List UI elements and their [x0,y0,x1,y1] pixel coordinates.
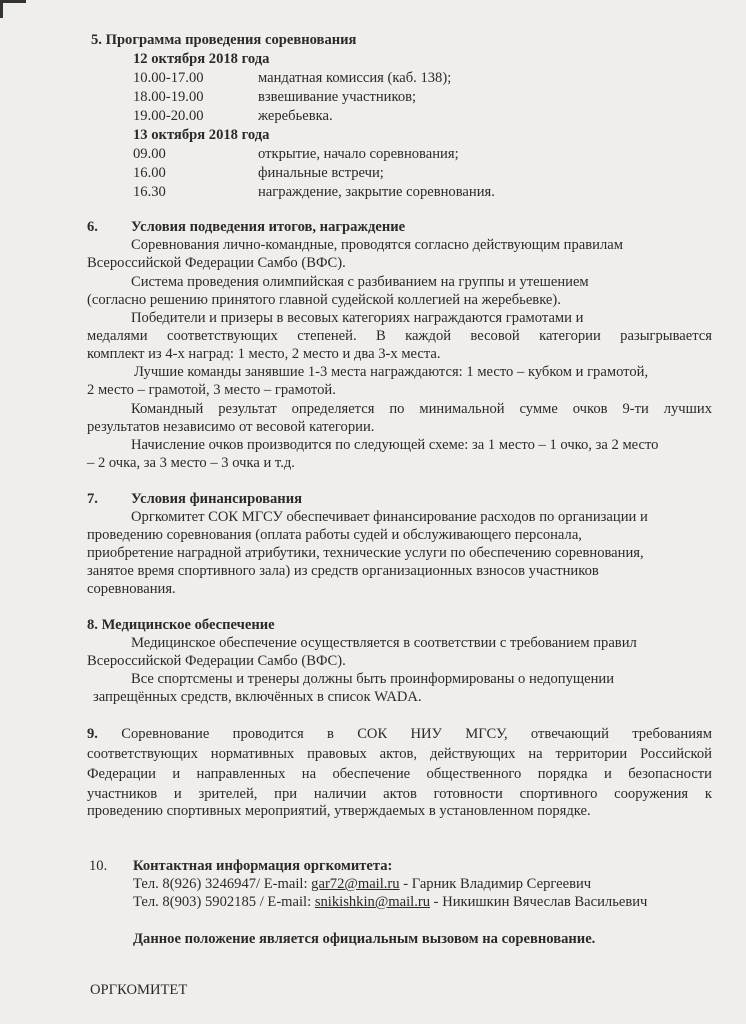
paragraph-line: проведению соревнования (оплата работы судей и обслуживающего персонала, [87,527,582,543]
section-10-title: Контактная информация оргкомитета: [133,858,393,874]
schedule-time: 16.30 [133,184,166,200]
scan-edge [0,0,3,18]
schedule-row [133,106,583,126]
day-2-heading: 13 октября 2018 года [133,127,270,143]
schedule-row [133,87,583,107]
schedule-time: 09.00 [133,146,166,162]
official-note: Данное положение является официальным вызовом на соревнование. [133,931,596,947]
paragraph-line: Все спортсмены и тренеры должны быть проинформированы о недопущении [131,671,615,687]
paragraph-line: медалями соответствующих степеней. В каждой весовой категории разыгрывается [87,328,712,344]
paragraph-line [87,724,712,744]
paragraph-line: Федерации и направленных на обеспечение общественного порядка и безопасности [87,766,712,782]
schedule-time: 18.00-19.00 [133,89,204,105]
scan-edge [0,0,26,3]
section-9-number: 9. [87,726,98,742]
paragraph-line: проведению спортивных мероприятий, утверждаемых в установленном порядке. [87,803,591,819]
section-8-title: 8. Медицинское обеспечение [87,617,275,633]
paragraph-line: Начисление очков производится по следующей схеме: за 1 место – 1 очко, за 2 место [131,437,659,453]
paragraph-line: Командный результат определяется по минимальной сумме очков 9-ти лучших [131,401,712,417]
contact-phone: Тел. 8(926) 3246947/ E-mail: [133,876,312,892]
paragraph-line: занятое время спортивного зала) из средств организационных взносов участников [87,563,599,579]
schedule-row [133,68,583,88]
contact-name: - Гарник Владимир Сергеевич [399,876,592,892]
email-link[interactable]: gar72@mail.ru [311,876,400,892]
schedule-text: мандатная комиссия (каб. 138); [258,70,452,86]
paragraph-line: Всероссийской Федерации Самбо (ВФС). [87,255,346,271]
schedule-row [133,182,583,202]
schedule-row [133,144,583,164]
paragraph-line: Соревнования лично-командные, проводятся согласно действующим правилам [131,237,623,253]
schedule-row [133,163,583,183]
schedule-text: награждение, закрытие соревнования. [258,184,495,200]
paragraph-line: соревнования. [87,581,176,597]
day-1-heading: 12 октября 2018 года [133,51,270,67]
contact-row [133,892,647,912]
section-7-title: Условия финансирования [131,491,303,507]
paragraph-line: (согласно решению принятого главной судейской коллегией на жеребьевке). [87,292,561,308]
schedule-text: открытие, начало соревнования; [258,146,459,162]
schedule-text: жеребьевка. [258,108,333,124]
paragraph-line: комплект из 4-х наград: 1 место, 2 место и два 3-х места. [87,346,441,362]
schedule-text: финальные встречи; [258,165,384,181]
email-link[interactable]: snikishkin@mail.ru [314,894,431,910]
paragraph-line: – 2 очка, за 3 место – 3 очка и т.д. [87,455,295,471]
schedule-time: 16.00 [133,165,166,181]
section-10-number: 10. [89,858,108,874]
section-5-title: 5. Программа проведения соревнования [91,32,357,48]
paragraph-line: 2 место – грамотой, 3 место – грамотой. [87,382,336,398]
schedule-time: 19.00-20.00 [133,108,204,124]
paragraph-line: соответствующих нормативных правовых актов, действующих на территории Российской [87,746,712,762]
contact-row [133,874,591,894]
paragraph-line: Лучшие команды занявшие 1-3 места награждаются: 1 место – кубком и грамотой, [134,364,649,380]
contact-phone: Тел. 8(903) 5902185 / E-mail: [133,894,315,910]
schedule-text: взвешивание участников; [258,89,417,105]
paragraph-line: запрещённых средств, включённых в список WADA. [93,689,422,705]
schedule-time: 10.00-17.00 [133,70,204,86]
paragraph-line: Победители и призеры в весовых категориях награждаются грамотами и [131,310,584,326]
paragraph-line: результатов независимо от весовой категории. [87,419,375,435]
section-6-title: Условия подведения итогов, награждение [131,219,406,235]
paragraph-line: приобретение наградной атрибутики, технические услуги по обеспечению соревнования, [87,545,644,561]
paragraph-line: Система проведения олимпийская с разбиванием на группы и утешением [131,274,589,290]
paragraph-text: Соревнование проводится в СОК НИУ МГСУ, отвечающий требованиям [121,726,712,742]
contact-name: - Никишкин Вячеслав Васильевич [430,894,648,910]
paragraph-line: Медицинское обеспечение осуществляется в соответствии с требованием правил [131,635,637,651]
section-6-number: 6. [87,219,98,235]
section-7-number: 7. [87,491,98,507]
paragraph-line: Оргкомитет СОК МГСУ обеспечивает финансирование расходов по организации и [131,509,648,525]
paragraph-line: участников и зрителей, при наличии актов готовности спортивного сооружения к [87,786,712,802]
paragraph-line: Всероссийской Федерации Самбо (ВФС). [87,653,346,669]
signature-footer: ОРГКОМИТЕТ [90,982,188,998]
